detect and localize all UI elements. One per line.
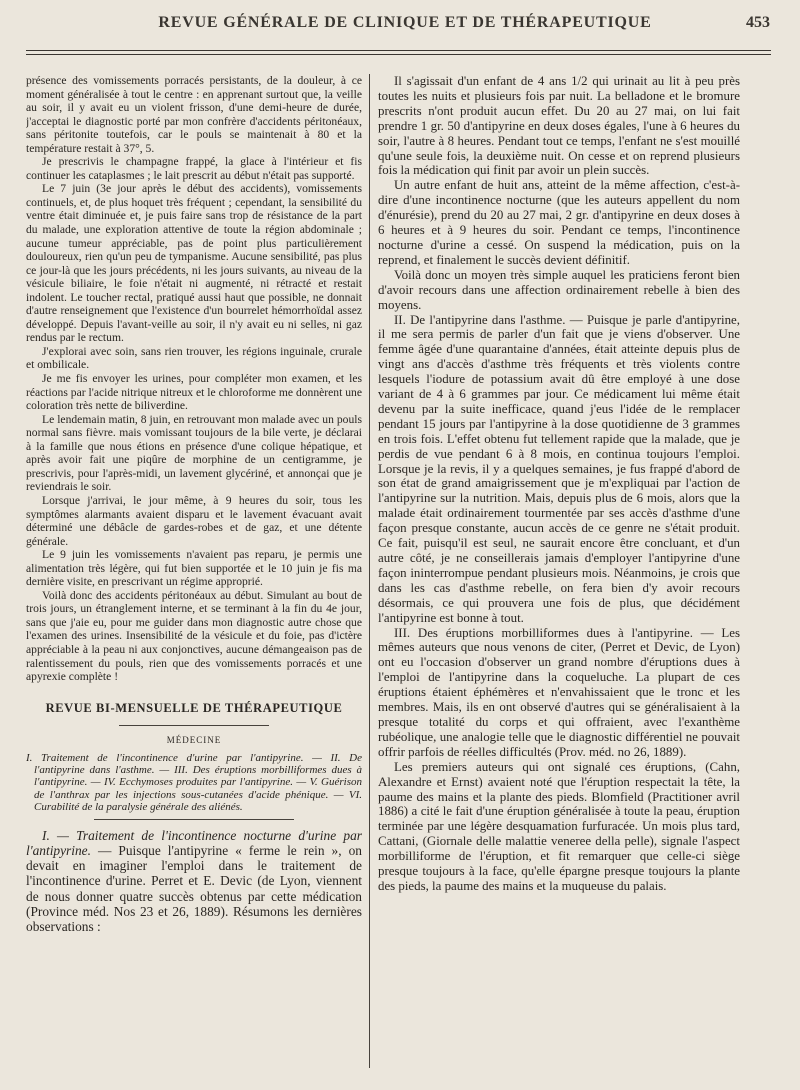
section-title: REVUE BI-MENSUELLE DE THÉRAPEUTIQUE [45, 700, 343, 715]
paragraph: Un autre enfant de huit ans, atteint de la même affection, c'est-à-dire d'une incontinence nocturne (que les auteurs appellent du nom d'énurésie), prend du 20 au 27 mai, 2 gr. d'antipyrine en deux doses à 6 heures et à 9 heures du soir. Pendant ce temps, l'incontinence nocturne d'urine a cessé. On suspend la médication, puis on la reprend, et finalement le succès devient définitif. [378, 178, 740, 267]
running-title: REVUE GÉNÉRALE DE CLINIQUE ET DE THÉRAPEUTIQUE [158, 14, 652, 31]
section-summary: I. Traitement de l'incontinence d'urine par l'antipyrine. — II. De l'antipyrine dans l'asthme. — III. Des éruptions morbilliformes dues à l'antipyrine. — IV. Ecchymoses produites par l'antipyrine. — V. Guérison de l'anthrax par les injections sous-cutanées d'acide phénique. — VI. Curabilité de la paralysie générale des aliénés. [26, 751, 362, 813]
paragraph: Voilà donc un moyen très simple auquel les praticiens feront bien d'avoir recours dans une affection ordinairement rebelle à bien des moyens. [378, 267, 740, 312]
header-rule [26, 50, 771, 55]
paragraph: Le lendemain matin, 8 juin, en retrouvant mon malade avec un pouls normal sans fièvre. mais vomissant toujours de la bile verte, je déclarai à la famille que nous étions en présence d'une colique hépatique, et après avoir fait une piqûre de morphine de un centigramme, je prescrivis, pour l'après-midi, un lavement glycériné, et annonçai que je reviendrais le soir. [26, 412, 362, 494]
paragraph: J'explorai avec soin, sans rien trouver, les régions inguinale, crurale et ombilicale. [26, 344, 362, 372]
summary-rule [94, 819, 294, 820]
paragraph: Les premiers auteurs qui ont signalé ces éruptions, (Cahn, Alexandre et Ernst) avaient noté que l'éruption respectait la tête, la paume des mains et la plante des pieds. Blomfield (Practitioner avril 1886) a cité le fait d'une éruption généralisée à toute la peau, éruption terminée par une légère desquamation furfuracée. Un mois plus tard, Cattani, (Giornale delle malattie veneree della pelle), signale l'aspect morbilliforme de l'éruption, et fit remarquer que celle-ci siège presque toujours à la face, qu'elle épargne presque toujours la plante des pieds, la paume des mains et la muqueuse du palais. [378, 759, 740, 893]
paragraph: Je me fis envoyer les urines, pour compléter mon examen, et les réactions par l'acide nitrique nitreux et le chloroforme me donnèrent une coloration très nette de biliverdine. [26, 372, 362, 413]
section-rule [119, 725, 269, 726]
paragraph: Lorsque j'arrivai, le jour même, à 9 heures du soir, tous les symptômes alarmants avaient disparu et le lavement évacuant avait déterminé une débâcle de gardes-robes et de gaz, et une détente générale. [26, 493, 362, 548]
paragraph: Voilà donc des accidents péritonéaux au début. Simulant au bout de trois jours, un étranglement interne, et se terminant à la fin du 4e jour, sans que j'aie eu, pour me guider dans mon diagnostic autre chose que l'examen des urines. Insensibilité de la vésicule et du foie, pas d'ictère appréciable à la peau ni aux conjonctives, aucune démangeaison pas de ralentissement du pouls, rien que des vomissements porracés et une apyrexie complète ! [26, 588, 362, 684]
paragraph: Le 7 juin (3e jour après le début des accidents), vomissements continuels, et, de plus hoquet très fréquent ; cependant, la sensibilité du ventre était diminuée et, je puis faire sans trop de résistance de la part du malade, une exploration attentive de toute la région abdominale ; aucune tumeur appréciable, pas de point plus particulièrement douloureux, rien qu'un peu de tympanisme. Aucune sensibilité, pas plus ce jour-là que les jours précédents, ni les jours suivants, au niveau de la vésicule biliaire, le foie n'était ni augmenté, ni rétracté et restait indolent. Le toucher rectal, pratiqué aussi haut que possible, ne donnait d'autre renseignement que l'existence d'un bourrelet hémorrhoïdal assez développé. Depuis l'avant-veille au soir, il n'y avait eu ni selles, ni gaz rendus par le rectum. [26, 182, 362, 345]
paragraph: Il s'agissait d'un enfant de 4 ans 1/2 qui urinait au lit à peu près toutes les nuits et plusieurs fois par nuit. La belladone et le bromure prescrits n'ont produit aucun effet. Du 20 au 27 mai, on lui fait prendre 1 gr. 50 d'antipyrine en deux doses égales, l'une à 6 heures du soir, l'autre à 8 heures. Pendant tout ce temps, l'enfant ne s'est mouillé qu'une seule fois, la deuxième nuit. On cesse et on reprend plusieurs fois la médication qui finit par avoir un plein succès. [378, 74, 740, 178]
paragraph: Le 9 juin les vomissements n'avaient pas reparu, je permis une alimentation très légère, qui fut bien supportée et le 10 juin je fis ma dernière visite, en prescrivant un régime approprié. [26, 548, 362, 589]
right-column [378, 74, 740, 1072]
paragraph: II. De l'antipyrine dans l'asthme. — Puisque je parle d'antipyrine, il me sera permis de parler d'un fait que je viens d'observer. Une femme âgée d'une quarantaine d'années, était atteinte depuis plus de vingt ans d'accès d'asthme très fréquents et très violents contre lesquels l'iodure de potassium avait dû être employé à une dose variant de 4 à 6 grammes par jour. Ce médicament lui même était devenu par la suite inefficace, quand j'eus l'idée de le remplacer pendant 15 jours par l'antipyrine à la dose quotidienne de 3 grammes en trois fois. L'effet obtenu fut tellement rapide que la malade, que je perdis de vue pendant 6 à 8 mois, en continua toujours l'emploi. Lorsque je la revis, il y a quelques semaines, je fus frappé d'abord de son état de grand amaigrissement que je m'expliquai par l'action de l'antipyrine sur la nutrition. Mais, depuis plus de 6 mois, alors que la malade était ordinairement tourmentée par ses accès d'asthme d'une façon presque constante, aucun accès de ce genre ne s'était produit. Ce fait, puisqu'il est seul, ne saurait encore être concluant, et d'un autre côté, je ne conseillerais jamais d'employer l'antipyrine d'une façon ininterrompue pendant plusieurs mois. Néanmoins, je crois que dans les cas d'asthme rebelle, on fera bien d'y avoir recours désormais, ce qui prouvera une fois de plus, que décidément l'antipyrine est bonne à tout. [378, 312, 740, 625]
section-subtitle: MÉDECINE [166, 735, 222, 746]
column-divider [369, 74, 370, 1068]
paragraph: III. Des éruptions morbilliformes dues à l'antipyrine. — Les mêmes auteurs que nous venons de citer, (Perret et Devic, de Lyon) ont eu l'occasion d'observer un grand nombre d'éruptions dues à l'emploi de l'antipyrine dans la coqueluche. La plupart de ces éruptions étaient éphémères et n'envahissaient que le tronc et les membres. Mais, ils en ont observé d'autres qui se généralisaient à la presque totalité du corps et qui offraient, avec l'exanthème rubéolique, une analogie telle que le diagnostic différentiel ne pouvait offrir parfois de réelles difficultés (Prov. méd. no 26, 1889). [378, 625, 740, 759]
paragraph: Je prescrivis le champagne frappé, la glace à l'intérieur et fis continuer les cataplasmes ; le lait prescrit au début n'était pas supporté. [26, 155, 362, 182]
paragraph: présence des vomissements porracés persistants, de la douleur, à ce moment généralisée à tout le centre : en apprenant surtout que, la veille au soir, il y avait eu un violent frisson, d'une demi-heure de durée, j'acceptai le diagnostic porté par mon confrère d'accidents péritonéaux, sans péritonite toutefois, car le pouls se maintenait à 80 et la température restait à 37°, 5. [26, 74, 362, 155]
page-number: 453 [746, 14, 770, 31]
left-column [26, 74, 362, 1072]
section-i-text: — Puisque l'antipyrine « ferme le rein », on devait en imaginer l'emploi dans le traitement de l'incontinence d'urine. Perret et E. Devic (de Lyon, viennent de nous donner quatre succès obtenus par cette médication (Province méd. Nos 23 et 26, 1889). Résumons les dernières observations : [26, 843, 362, 934]
running-head [40, 10, 770, 38]
section-i-heading: I. — Traitement de l'incontinence nocturne d'urine par l'antipyrine. [26, 828, 362, 859]
